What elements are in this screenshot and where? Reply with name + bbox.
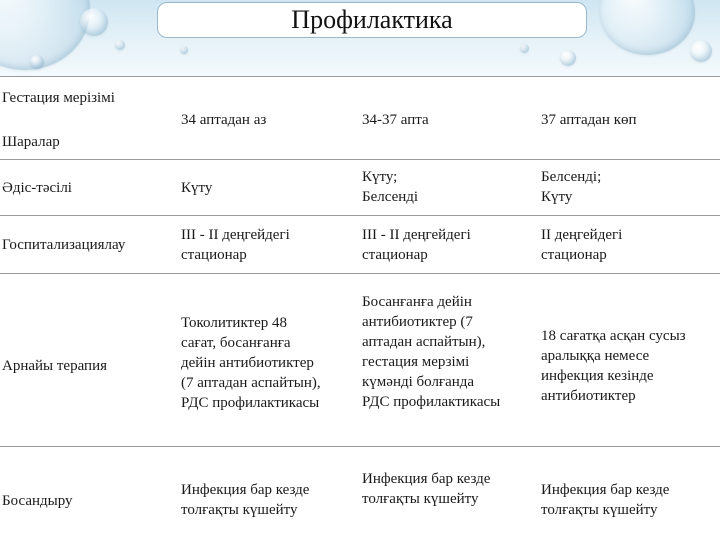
water-drop-decoration [690, 40, 712, 62]
table-cell: Күту; Белсенді [362, 169, 419, 205]
table-cell: III - II деңгейдегі стационар [181, 227, 290, 263]
slide-title: Профилактика [157, 2, 587, 38]
table-cell: III - II деңгейдегі стационар [362, 227, 471, 263]
table-cell: Белсенді; Күту [541, 169, 602, 205]
table-divider [0, 159, 720, 160]
table-cell: II деңгейдегі стационар [541, 227, 623, 263]
gestation-header-label: Гестация мерізімі [2, 90, 115, 106]
water-drop-decoration [80, 8, 108, 36]
row-label: Госпитализациялау [2, 237, 126, 253]
table-cell: Инфекция бар кезде толғақты күшейту [362, 471, 491, 507]
column-header-over-37: 37 аптадан көп [541, 112, 637, 128]
table-divider [0, 215, 720, 216]
table-top-border [0, 76, 720, 77]
table-divider [0, 273, 720, 274]
table-cell: Токолитиктер 48 сағат, босанғанға дейін антибиотиктер (7 аптадан аспайтын), РДС профилактикасы [181, 315, 321, 411]
table-cell: Инфекция бар кезде толғақты күшейту [181, 482, 310, 518]
water-drop-decoration [30, 55, 44, 69]
water-drop-decoration [520, 44, 529, 53]
table-cell: Инфекция бар кезде толғақты күшейту [541, 482, 670, 518]
row-label: Босандыру [2, 493, 73, 509]
column-header-34-37: 34-37 апта [362, 112, 429, 128]
table-cell: Босанғанға дейін антибиотиктер (7 аптадан аспайтын), гестация мерзімі күмәнді болғанда РДС профилактикасы [362, 294, 501, 410]
water-drop-decoration [0, 0, 90, 70]
table-cell: 18 сағатқа асқан сусыз аралыққа немесе инфекция кезінде антибиотиктер [541, 328, 686, 404]
water-drop-decoration [600, 0, 695, 55]
water-drop-decoration [560, 50, 576, 66]
row-label: Арнайы терапия [2, 358, 107, 374]
measures-header-label: Шаралар [2, 134, 60, 150]
water-drop-decoration [115, 40, 125, 50]
row-label: Әдіс-тәсілі [2, 180, 72, 196]
table-cell: Күту [181, 180, 213, 196]
table-divider [0, 446, 720, 447]
water-drop-decoration [180, 46, 188, 54]
column-header-under-34: 34 аптадан аз [181, 112, 267, 128]
